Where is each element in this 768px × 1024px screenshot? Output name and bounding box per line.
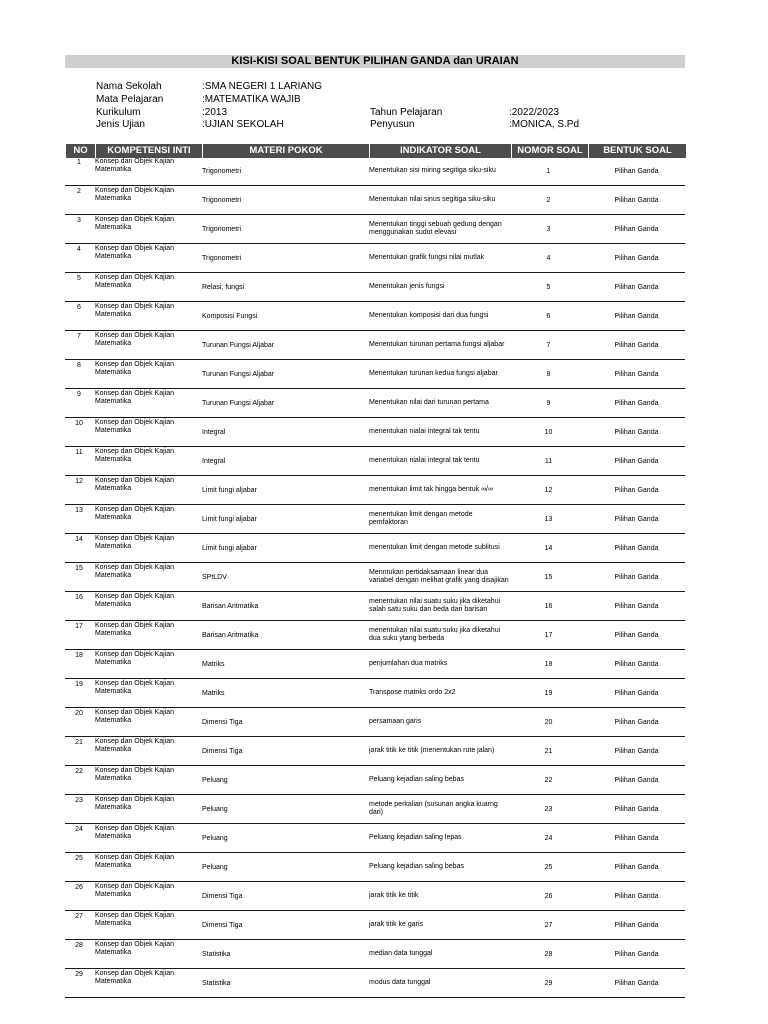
cell-indikator-soal bbox=[369, 592, 509, 620]
cell-kompetensi-inti: Konsep dan Objek Kajian Matematika bbox=[95, 622, 174, 637]
cell-materi-pokok: Limit fungi aljabar bbox=[202, 545, 257, 552]
cell-bentuk-soal: Pilihan Ganda bbox=[614, 690, 659, 697]
cell-indikator-soal bbox=[369, 737, 509, 765]
cell-bentuk-soal: Pilihan Ganda bbox=[614, 487, 659, 494]
kurikulum-value: :2013 bbox=[202, 107, 228, 118]
cell-indikator-soal bbox=[369, 940, 509, 968]
table-row bbox=[65, 621, 685, 650]
cell-bentuk-soal: Pilihan Ganda bbox=[614, 400, 659, 407]
cell-indikator-soal bbox=[369, 534, 509, 562]
table-row bbox=[65, 766, 685, 795]
table-row bbox=[65, 882, 685, 911]
indikator-text: modus data tunggal bbox=[369, 979, 431, 986]
cell-kompetensi-inti: Konsep dan Objek Kajian Matematika bbox=[95, 767, 174, 782]
cell-nomor-soal: 3 bbox=[546, 226, 551, 233]
cell-materi-pokok: Integral bbox=[202, 429, 226, 436]
cell-materi-pokok: Komposisi Fungsi bbox=[202, 313, 258, 320]
cell-no: 6 bbox=[77, 304, 81, 311]
cell-no: 25 bbox=[75, 855, 83, 862]
penyusun-value: :MONICA, S.Pd bbox=[509, 119, 580, 130]
cell-indikator-soal bbox=[369, 244, 509, 272]
cell-kompetensi-inti: Konsep dan Objek Kajian Matematika bbox=[95, 361, 174, 376]
cell-materi-pokok: Statistika bbox=[202, 951, 231, 958]
cell-bentuk-soal: Pilihan Ganda bbox=[614, 719, 659, 726]
cell-materi-pokok: Peluang bbox=[202, 835, 228, 842]
indikator-text: jarak titik ke titik (menentukan rute jalan) bbox=[369, 747, 495, 754]
cell-nomor-soal: 28 bbox=[544, 951, 553, 958]
cell-kompetensi-inti: Konsep dan Objek Kajian Matematika bbox=[95, 593, 174, 608]
cell-materi-pokok: Statistika bbox=[202, 980, 231, 987]
cell-indikator-soal bbox=[369, 795, 509, 823]
table-row bbox=[65, 940, 685, 969]
cell-kompetensi-inti: Konsep dan Objek Kajian Matematika bbox=[95, 187, 174, 202]
indikator-text: Transpose matriks ordo 2x2 bbox=[369, 689, 456, 696]
indikator-text: menentukan nialai integral tak tentu bbox=[369, 428, 480, 435]
cell-nomor-soal: 23 bbox=[544, 806, 553, 813]
cell-nomor-soal: 19 bbox=[544, 690, 553, 697]
cell-nomor-soal: 29 bbox=[544, 980, 553, 987]
cell-materi-pokok: Dimensi Tiga bbox=[202, 922, 243, 929]
table-row bbox=[65, 534, 685, 563]
cell-bentuk-soal: Pilihan Ganda bbox=[614, 806, 659, 813]
table-row bbox=[65, 911, 685, 940]
nama-sekolah-label: Nama Sekolah bbox=[96, 81, 162, 92]
cell-kompetensi-inti: Konsep dan Objek Kajian Matematika bbox=[95, 796, 174, 811]
cell-materi-pokok: Limit fungi aljabar bbox=[202, 516, 257, 523]
cell-bentuk-soal: Pilihan Ganda bbox=[614, 922, 659, 929]
cell-bentuk-soal: Pilihan Ganda bbox=[614, 226, 659, 233]
cell-materi-pokok: Barisan Aritmatika bbox=[202, 632, 259, 639]
cell-materi-pokok: Turunan Fungsi Aljabar bbox=[202, 342, 275, 349]
cell-no: 27 bbox=[75, 913, 83, 920]
table-row bbox=[65, 360, 685, 389]
table-row bbox=[65, 331, 685, 360]
cell-no: 17 bbox=[75, 623, 83, 630]
cell-bentuk-soal: Pilihan Ganda bbox=[614, 429, 659, 436]
indikator-text: penjumlahan dua matriks bbox=[369, 660, 448, 667]
cell-kompetensi-inti: Konsep dan Objek Kajian Matematika bbox=[95, 883, 174, 898]
cell-no: 20 bbox=[75, 710, 83, 717]
cell-bentuk-soal: Pilihan Ganda bbox=[614, 603, 659, 610]
document-title: KISI-KISI SOAL BENTUK PILIHAN GANDA dan URAIAN bbox=[65, 55, 685, 68]
cell-kompetensi-inti: Konsep dan Objek Kajian Matematika bbox=[95, 506, 174, 521]
cell-kompetensi-inti: Konsep dan Objek Kajian Matematika bbox=[95, 912, 174, 927]
cell-no: 13 bbox=[75, 507, 83, 514]
cell-nomor-soal: 17 bbox=[544, 632, 553, 639]
cell-bentuk-soal: Pilihan Ganda bbox=[614, 168, 659, 175]
cell-indikator-soal bbox=[369, 418, 509, 446]
cell-materi-pokok: Dimensi Tiga bbox=[202, 748, 243, 755]
indikator-text: jarak titik ke garis bbox=[369, 921, 424, 928]
cell-materi-pokok: Integral bbox=[202, 458, 226, 465]
header-nomor-soal: NOMOR SOAL bbox=[512, 144, 589, 158]
cell-kompetensi-inti: Konsep dan Objek Kajian Matematika bbox=[95, 738, 174, 753]
cell-kompetensi-inti: Konsep dan Objek Kajian Matematika bbox=[95, 941, 174, 956]
cell-nomor-soal: 7 bbox=[546, 342, 551, 349]
cell-bentuk-soal: Pilihan Ganda bbox=[614, 371, 659, 378]
table-row bbox=[65, 650, 685, 679]
indikator-text: jarak titik ke titik bbox=[369, 892, 419, 899]
cell-bentuk-soal: Pilihan Ganda bbox=[614, 748, 659, 755]
cell-no: 12 bbox=[75, 478, 83, 485]
cell-bentuk-soal: Pilihan Ganda bbox=[614, 516, 659, 523]
table-row bbox=[65, 186, 685, 215]
cell-indikator-soal bbox=[369, 969, 509, 997]
table-body bbox=[65, 157, 685, 998]
table-row bbox=[65, 853, 685, 882]
cell-materi-pokok: Turunan Fungsi Aljabar bbox=[202, 371, 275, 378]
cell-no: 14 bbox=[75, 536, 83, 543]
cell-no: 1 bbox=[77, 159, 81, 166]
cell-no: 7 bbox=[77, 333, 81, 340]
cell-no: 28 bbox=[75, 942, 83, 949]
indikator-text: menentukan limit dengan metode pemfaktoran bbox=[369, 511, 473, 526]
header-bentuk-soal: BENTUK SOAL bbox=[603, 145, 672, 156]
cell-no: 24 bbox=[75, 826, 83, 833]
cell-bentuk-soal: Pilihan Ganda bbox=[614, 980, 659, 987]
cell-nomor-soal: 2 bbox=[546, 197, 551, 204]
nama-sekolah-value: :SMA NEGERI 1 LARIANG bbox=[202, 81, 323, 92]
cell-materi-pokok: Relasi, fungsi bbox=[202, 284, 245, 291]
cell-no: 21 bbox=[75, 739, 83, 746]
table-row bbox=[65, 215, 685, 244]
cell-kompetensi-inti: Konsep dan Objek Kajian Matematika bbox=[95, 477, 174, 492]
cell-kompetensi-inti: Konsep dan Objek Kajian Matematika bbox=[95, 970, 174, 985]
cell-kompetensi-inti: Konsep dan Objek Kajian Matematika bbox=[95, 390, 174, 405]
cell-nomor-soal: 6 bbox=[546, 313, 551, 320]
cell-no: 10 bbox=[75, 420, 83, 427]
cell-materi-pokok: Peluang bbox=[202, 864, 228, 871]
table-row bbox=[65, 273, 685, 302]
cell-indikator-soal bbox=[369, 331, 509, 359]
table-row bbox=[65, 824, 685, 853]
table-row bbox=[65, 737, 685, 766]
cell-materi-pokok: Peluang bbox=[202, 777, 228, 784]
cell-kompetensi-inti: Konsep dan Objek Kajian Matematika bbox=[95, 854, 174, 869]
cell-kompetensi-inti: Konsep dan Objek Kajian Matematika bbox=[95, 419, 174, 434]
cell-indikator-soal bbox=[369, 882, 509, 910]
cell-materi-pokok: SPtLDV bbox=[202, 574, 227, 581]
penyusun-label: Penyusun bbox=[370, 119, 415, 130]
indikator-text: menentukan nilai suatu suku jika diketahui salah satu suku dan beda dari barisan bbox=[369, 598, 501, 613]
cell-kompetensi-inti: Konsep dan Objek Kajian Matematika bbox=[95, 245, 174, 260]
cell-materi-pokok: Limit fungi aljabar bbox=[202, 487, 257, 494]
cell-no: 8 bbox=[77, 362, 81, 369]
cell-bentuk-soal: Pilihan Ganda bbox=[614, 197, 659, 204]
cell-nomor-soal: 12 bbox=[544, 487, 553, 494]
cell-nomor-soal: 9 bbox=[546, 400, 551, 407]
cell-nomor-soal: 26 bbox=[544, 893, 553, 900]
table-row bbox=[65, 157, 685, 186]
cell-bentuk-soal: Pilihan Ganda bbox=[614, 951, 659, 958]
table-row bbox=[65, 563, 685, 592]
cell-bentuk-soal: Pilihan Ganda bbox=[614, 574, 659, 581]
header-indikator-soal: INDIKATOR SOAL bbox=[370, 144, 512, 158]
indikator-text: Menentukan grafik fungsi nilai mutlak bbox=[369, 254, 485, 261]
cell-indikator-soal bbox=[369, 563, 509, 591]
cell-no: 29 bbox=[75, 971, 83, 978]
cell-materi-pokok: Trigonometri bbox=[202, 168, 242, 175]
cell-bentuk-soal: Pilihan Ganda bbox=[614, 284, 659, 291]
indikator-text: menentukan nialai integral tak tentu bbox=[369, 457, 480, 464]
table-row bbox=[65, 969, 685, 998]
cell-nomor-soal: 15 bbox=[544, 574, 553, 581]
indikator-text: Menentukan turunan pertama fungsi aljabar bbox=[369, 341, 505, 348]
cell-nomor-soal: 25 bbox=[544, 864, 553, 871]
mata-pelajaran-label: Mata Pelajaran bbox=[96, 94, 164, 105]
indikator-text: Peluang kejadian saling lepas bbox=[369, 834, 462, 841]
cell-kompetensi-inti: Konsep dan Objek Kajian Matematika bbox=[95, 332, 174, 347]
cell-bentuk-soal: Pilihan Ganda bbox=[614, 864, 659, 871]
cell-materi-pokok: Matriks bbox=[202, 690, 225, 697]
cell-materi-pokok: Trigonometri bbox=[202, 197, 242, 204]
cell-nomor-soal: 14 bbox=[544, 545, 553, 552]
table-row bbox=[65, 244, 685, 273]
cell-no: 4 bbox=[77, 246, 81, 253]
mata-pelajaran-value: :MATEMATIKA WAJIB bbox=[202, 94, 301, 105]
cell-materi-pokok: Barisan Aritmatika bbox=[202, 603, 259, 610]
cell-materi-pokok: Trigonometri bbox=[202, 226, 242, 233]
kurikulum-label: Kurikulum bbox=[96, 107, 141, 118]
cell-indikator-soal bbox=[369, 853, 509, 881]
cell-no: 9 bbox=[77, 391, 81, 398]
jenis-ujian-label: Jenis Ujian bbox=[96, 119, 145, 130]
cell-nomor-soal: 21 bbox=[544, 748, 553, 755]
cell-indikator-soal bbox=[369, 476, 509, 504]
cell-nomor-soal: 18 bbox=[544, 661, 553, 668]
cell-kompetensi-inti: Konsep dan Objek Kajian Matematika bbox=[95, 448, 174, 463]
cell-kompetensi-inti: Konsep dan Objek Kajian Matematika bbox=[95, 535, 174, 550]
indikator-text: Menentukan nilai dari turunan pertama bbox=[369, 399, 489, 406]
cell-bentuk-soal: Pilihan Ganda bbox=[614, 893, 659, 900]
indikator-text: menentukan limit tak hingga bentuk ∞/∞ bbox=[369, 486, 493, 493]
tahun-pelajaran-value: :2022/2023 bbox=[509, 107, 560, 118]
cell-no: 26 bbox=[75, 884, 83, 891]
cell-nomor-soal: 20 bbox=[544, 719, 553, 726]
cell-bentuk-soal: Pilihan Ganda bbox=[614, 458, 659, 465]
table-row bbox=[65, 302, 685, 331]
cell-indikator-soal bbox=[369, 621, 509, 649]
table-row bbox=[65, 447, 685, 476]
cell-nomor-soal: 11 bbox=[544, 458, 553, 465]
cell-kompetensi-inti: Konsep dan Objek Kajian Matematika bbox=[95, 216, 174, 231]
cell-no: 2 bbox=[77, 188, 81, 195]
cell-indikator-soal bbox=[369, 360, 509, 388]
cell-no: 11 bbox=[75, 449, 83, 456]
indikator-text: Peluang kejadian saling bebas bbox=[369, 863, 464, 870]
table-row bbox=[65, 505, 685, 534]
cell-kompetensi-inti: Konsep dan Objek Kajian Matematika bbox=[95, 651, 174, 666]
cell-bentuk-soal: Pilihan Ganda bbox=[614, 313, 659, 320]
cell-indikator-soal bbox=[369, 708, 509, 736]
indikator-text: menentukan nilai suatu suku jika diketahui dua suku ytang berbeda bbox=[369, 627, 501, 642]
indikator-text: Menentukan sisi miring segitiga siku-siku bbox=[369, 167, 496, 174]
cell-indikator-soal bbox=[369, 302, 509, 330]
cell-bentuk-soal: Pilihan Ganda bbox=[614, 835, 659, 842]
cell-indikator-soal bbox=[369, 650, 509, 678]
cell-bentuk-soal: Pilihan Ganda bbox=[614, 255, 659, 262]
cell-no: 16 bbox=[75, 594, 83, 601]
cell-indikator-soal bbox=[369, 447, 509, 475]
cell-nomor-soal: 16 bbox=[544, 603, 553, 610]
header-no: NO bbox=[66, 144, 96, 158]
cell-indikator-soal bbox=[369, 215, 509, 243]
table-row bbox=[65, 679, 685, 708]
cell-nomor-soal: 24 bbox=[544, 835, 553, 842]
cell-no: 18 bbox=[75, 652, 83, 659]
cell-kompetensi-inti: Konsep dan Objek Kajian Matematika bbox=[95, 825, 174, 840]
indikator-text: Menentukan turunan kedua fungsi aljabar bbox=[369, 370, 498, 377]
cell-nomor-soal: 22 bbox=[544, 777, 553, 784]
table-row bbox=[65, 389, 685, 418]
cell-kompetensi-inti: Konsep dan Objek Kajian Matematika bbox=[95, 274, 174, 289]
cell-indikator-soal bbox=[369, 186, 509, 214]
cell-materi-pokok: Peluang bbox=[202, 806, 228, 813]
cell-kompetensi-inti: Konsep dan Objek Kajian Matematika bbox=[95, 303, 174, 318]
cell-indikator-soal bbox=[369, 505, 509, 533]
indikator-text: metode perkalian (susunan angka kuarng dari) bbox=[369, 801, 498, 816]
cell-bentuk-soal: Pilihan Ganda bbox=[614, 342, 659, 349]
cell-nomor-soal: 1 bbox=[546, 168, 551, 175]
indikator-text: Menentukan tinggi sebuah gedung dengan menggunakan sudut elevasi bbox=[369, 221, 502, 236]
cell-materi-pokok: Dimensi Tiga bbox=[202, 893, 243, 900]
cell-no: 15 bbox=[75, 565, 83, 572]
table-row bbox=[65, 418, 685, 447]
cell-bentuk-soal: Pilihan Ganda bbox=[614, 632, 659, 639]
cell-indikator-soal bbox=[369, 766, 509, 794]
cell-kompetensi-inti: Konsep dan Objek Kajian Matematika bbox=[95, 680, 174, 695]
table-row bbox=[65, 795, 685, 824]
jenis-ujian-value: :UJIAN SEKOLAH bbox=[202, 119, 284, 130]
indikator-text: Menentukan nilai sinus segitiga siku-siku bbox=[369, 196, 496, 203]
cell-no: 19 bbox=[75, 681, 83, 688]
cell-bentuk-soal: Pilihan Ganda bbox=[614, 661, 659, 668]
indikator-text: median data tunggal bbox=[369, 950, 433, 957]
cell-no: 3 bbox=[77, 217, 81, 224]
cell-nomor-soal: 4 bbox=[546, 255, 551, 262]
header-kompetensi-inti: KOMPETENSI INTI bbox=[96, 144, 203, 158]
cell-no: 5 bbox=[77, 275, 81, 282]
cell-no: 23 bbox=[75, 797, 83, 804]
cell-indikator-soal bbox=[369, 679, 509, 707]
indikator-text: Menentukan jenis fungsi bbox=[369, 283, 445, 290]
cell-indikator-soal bbox=[369, 911, 509, 939]
cell-materi-pokok: Turunan Fungsi Aljabar bbox=[202, 400, 275, 407]
cell-materi-pokok: Dimensi Tiga bbox=[202, 719, 243, 726]
cell-nomor-soal: 8 bbox=[546, 371, 551, 378]
cell-indikator-soal bbox=[369, 273, 509, 301]
header-materi-pokok: MATERI POKOK bbox=[203, 144, 370, 158]
cell-nomor-soal: 13 bbox=[544, 516, 553, 523]
cell-nomor-soal: 5 bbox=[546, 284, 551, 291]
cell-no: 22 bbox=[75, 768, 83, 775]
cell-nomor-soal: 10 bbox=[544, 429, 553, 436]
cell-materi-pokok: Matriks bbox=[202, 661, 225, 668]
cell-kompetensi-inti: Konsep dan Objek Kajian Matematika bbox=[95, 564, 174, 579]
cell-indikator-soal bbox=[369, 157, 509, 185]
indikator-text: persamaan garis bbox=[369, 718, 422, 725]
cell-nomor-soal: 27 bbox=[544, 922, 553, 929]
cell-bentuk-soal: Pilihan Ganda bbox=[614, 777, 659, 784]
cell-bentuk-soal: Pilihan Ganda bbox=[614, 545, 659, 552]
table-row bbox=[65, 708, 685, 737]
cell-kompetensi-inti: Konsep dan Objek Kajian Matematika bbox=[95, 158, 174, 173]
cell-kompetensi-inti: Konsep dan Objek Kajian Matematika bbox=[95, 709, 174, 724]
indikator-text: menentukan limit dengan metode sublitusi bbox=[369, 544, 500, 551]
table-row bbox=[65, 476, 685, 505]
cell-indikator-soal bbox=[369, 824, 509, 852]
indikator-text: Menentukan komposisi dari dua fungsi bbox=[369, 312, 489, 319]
tahun-pelajaran-label: Tahun Pelajaran bbox=[370, 107, 443, 118]
indikator-text: Menntukan pertidaksamaan linear dua variabel dengan melihat grafik yang disajikan bbox=[369, 569, 509, 584]
indikator-text: Peluang kejadian saling bebas bbox=[369, 776, 464, 783]
cell-indikator-soal bbox=[369, 389, 509, 417]
cell-materi-pokok: Trigonometri bbox=[202, 255, 242, 262]
table-row bbox=[65, 592, 685, 621]
